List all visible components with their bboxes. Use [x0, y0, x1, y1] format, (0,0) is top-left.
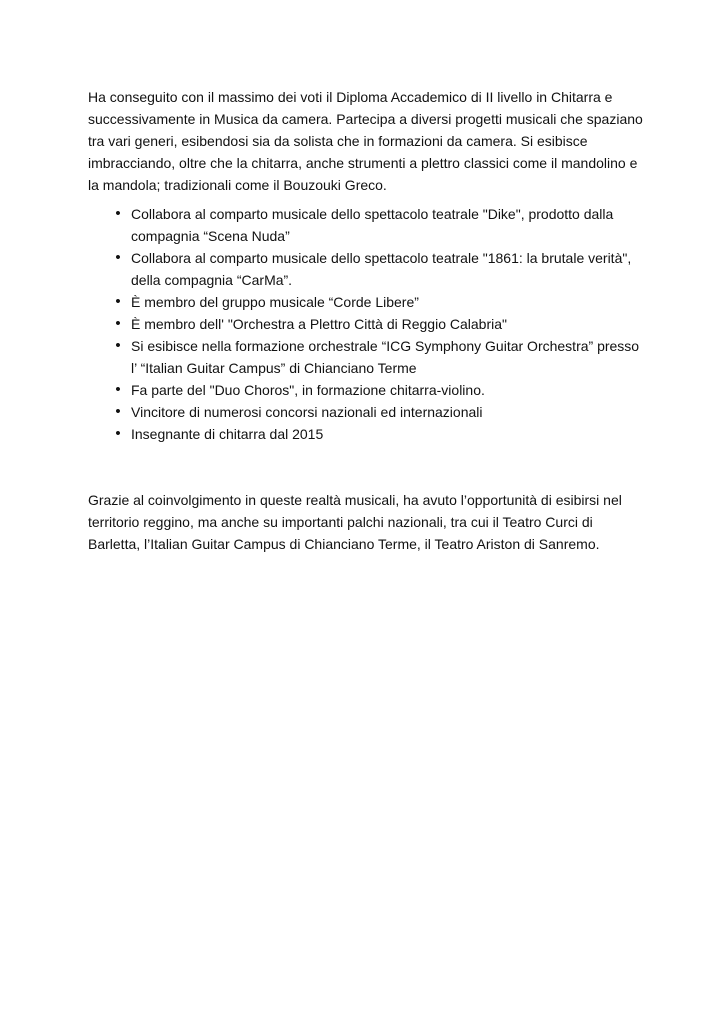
closing-paragraph: Grazie al coinvolgimento in queste realtà musicali, ha avuto l’opportunità di esibirsi nel territorio reggino, ma anche su importanti palchi nazionali, tra cui il Teatro Curci di Barletta, l’Italian Guitar Campus di Chianciano Terme, il Teatro Ariston di Sanremo. — [88, 492, 622, 552]
bullet-icon: • — [115, 205, 121, 222]
bullet-icon: • — [115, 337, 121, 354]
list-item-text: Si esibisce nella formazione orchestrale “ICG Symphony Guitar Orchestra” presso l’ “Italian Guitar Campus” di Chianciano Terme — [131, 338, 640, 376]
list-item-text: Fa parte del "Duo Choros", in formazione chitarra-violino. — [131, 382, 485, 398]
list-item-text: Collabora al comparto musicale dello spettacolo teatrale "1861: la brutale verità", della compagnia “CarMa”. — [131, 250, 632, 288]
bullet-icon: • — [115, 249, 121, 266]
bullet-icon: • — [115, 293, 121, 310]
list-item — [88, 291, 648, 313]
list-item — [88, 401, 648, 423]
document-body — [88, 86, 648, 555]
list-item-text: Insegnante di chitarra dal 2015 — [131, 426, 324, 442]
list-item-text: Vincitore di numerosi concorsi nazionali ed internazionali — [131, 404, 483, 420]
list-item — [88, 379, 648, 401]
bullet-icon: • — [115, 403, 121, 420]
achievements-list — [88, 203, 648, 445]
list-item — [88, 335, 648, 379]
bullet-icon: • — [115, 315, 121, 332]
list-item-text: È membro del gruppo musicale “Corde Libere” — [131, 294, 419, 310]
list-item-text: È membro dell' "Orchestra a Plettro Città di Reggio Calabria" — [131, 316, 507, 332]
list-item — [88, 203, 648, 247]
list-item — [88, 423, 648, 445]
bullet-icon: • — [115, 381, 121, 398]
list-item — [88, 313, 648, 335]
bullet-icon: • — [115, 425, 121, 442]
list-item — [88, 247, 648, 291]
list-item-text: Collabora al comparto musicale dello spettacolo teatrale "Dike", prodotto dalla compagnia “Scena Nuda” — [131, 206, 614, 244]
intro-paragraph: Ha conseguito con il massimo dei voti il Diploma Accademico di II livello in Chitarra e successivamente in Musica da camera. Partecipa a diversi progetti musicali che spaziano tra vari generi, esibendosi sia da solista che in formazioni da camera. Si esibisce imbracciando, oltre che la chitarra, anche strumenti a plettro classici come il mandolino e la mandola; tradizionali come il Bouzouki Greco. — [88, 89, 643, 193]
